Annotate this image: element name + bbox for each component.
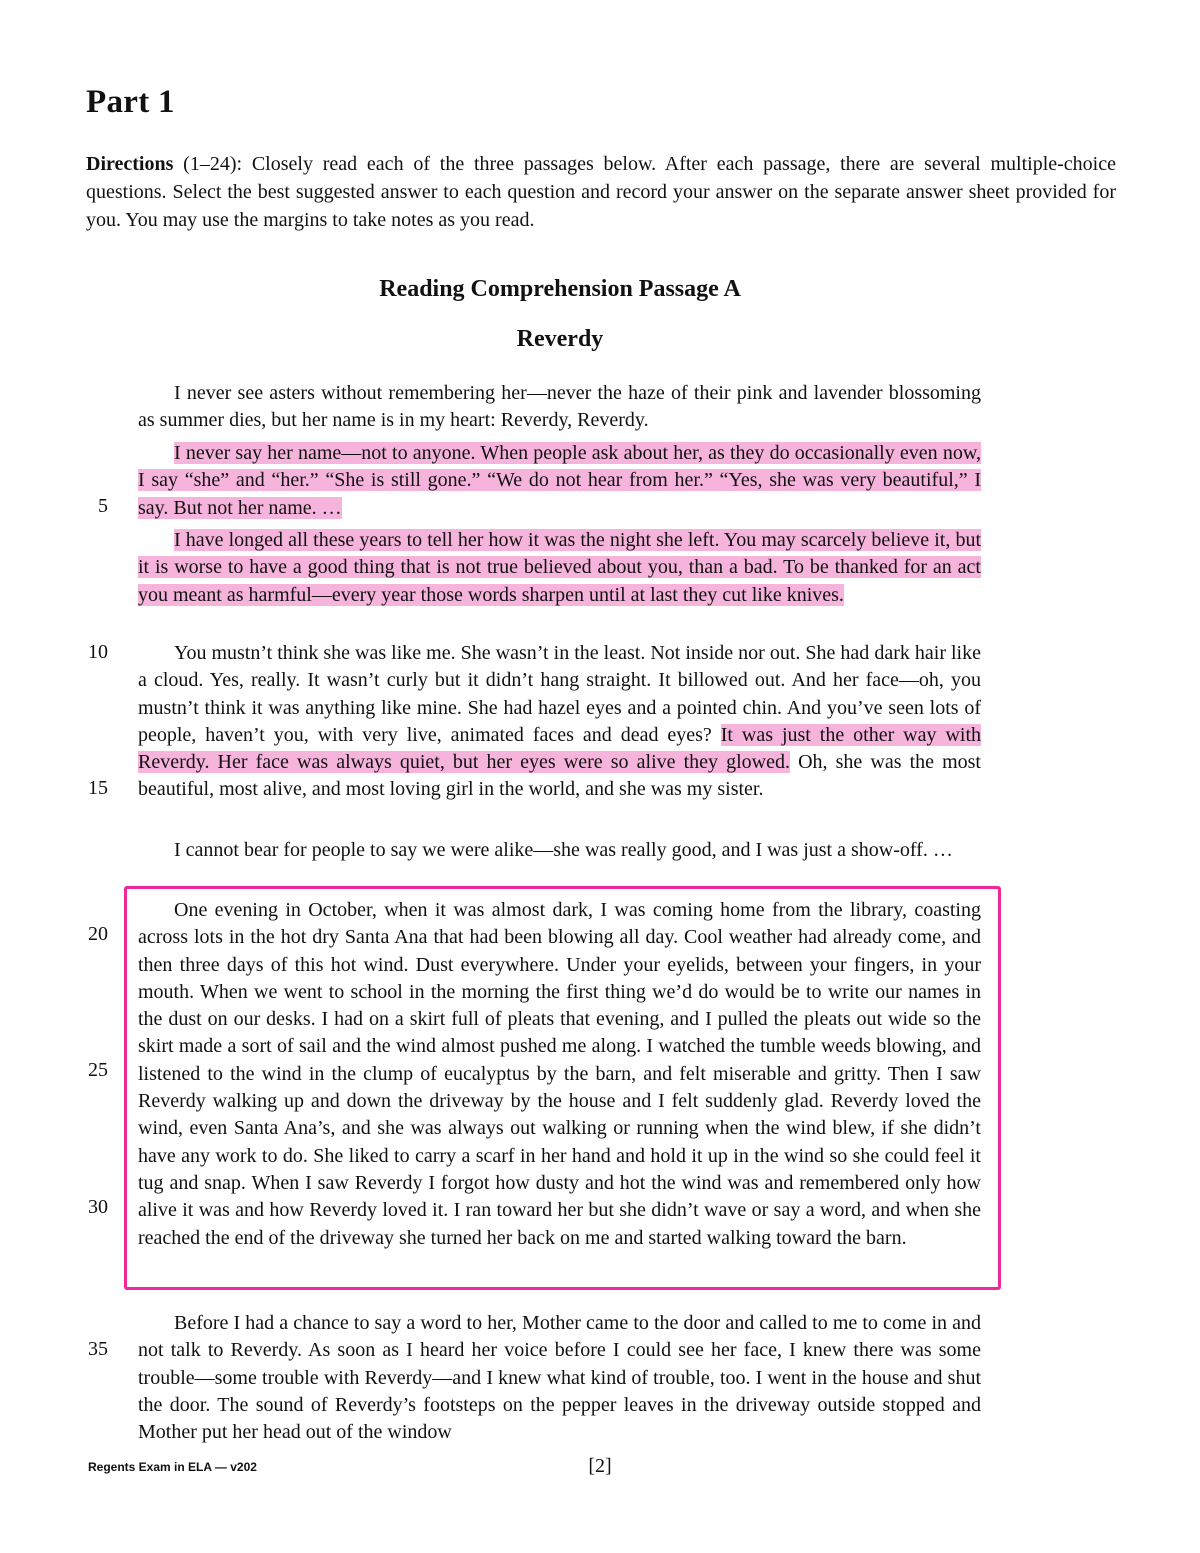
highlighted-text[interactable]: I never say her name—not to anyone. When people ask about her, as they do occasionally even now, I say “she” and “her.” “She is still gone.” “We do not hear from her.” “Yes, she was very beautiful,” I say. But not her name. … [138,442,981,519]
line-number: 30 [88,1196,108,1218]
line-number: 5 [98,495,108,517]
page-number: [2] [588,1455,612,1477]
footer-exam-label: Regents Exam in ELA — v202 [88,1460,257,1474]
line-number: 20 [88,923,108,945]
paragraph-3 [138,527,981,609]
directions-label: Directions [86,153,174,175]
part-title: Part 1 [86,84,175,120]
highlighted-text[interactable]: I have longed all these years to tell her how it was the night she left. You may scarcely believe it, but it is worse to have a good thing that is not true believed about you, than a bad. To be thanked for an act you meant as harmful—every year those words sharpen until at last they cut like knives. [138,529,981,606]
paragraph-1: I never see asters without remembering her—never the haze of their pink and lavender blossoming as summer dies, but her name is in my heart: Reverdy, Reverdy. [138,382,981,432]
story-title: Reverdy [516,326,604,352]
highlighted-text[interactable]: It was just the other way with Reverdy. Her face was always quiet, but her eyes were so alive they glowed. [138,723,981,774]
passage-heading: Reading Comprehension Passage A [379,276,741,302]
paragraph-2 [138,440,981,522]
paragraph-6: One evening in October, when it was almost dark, I was coming home from the library, coasting across lots in the hot dry Santa Ana that had been blowing all day. Cool weather had already come, and then three days of this hot wind. Dust everywhere. Under your eyelids, between your fingers, in your mouth. When we went to school in the morning the first thing we’d do would be to write our names in the dust on our desks. I had on a skirt full of pleats that evening, and I pulled the pleats out wide so the skirt made a sort of sail and the wind almost pushed me along. I watched the tumble weeds blowing, and listened to the wind in the clump of eucalyptus by the barn, and felt miserable and gritty. Then I saw Reverdy walking up and down the driveway by the house and I felt suddenly glad. Reverdy loved the wind, even Santa Ana’s, and she was always out walking or running when the wind blew, if she didn’t have any work to do. She liked to carry a scarf in her hand and hold it up in the wind so she could feel it tug and snap. When I saw Reverdy I forgot how dusty and hot the wind was and remembered only how alive it was and how Reverdy loved it. I ran toward her but she didn’t wave or say a word, and when she reached the end of the driveway she turned her back on me and started walking toward the barn. [138,899,981,1249]
paragraph-4-text-c: Oh, she was the most beautiful, most alive, and most loving girl in the world, and she was my sister. [138,751,981,801]
paragraph-5: I cannot bear for people to say we were alike—she was really good, and I was just a show-off. … [174,839,953,861]
line-number: 35 [88,1338,108,1360]
directions-text: (1–24): Closely read each of the three passages below. After each passage, there are several multiple-choice questions. Select the best suggested answer to each question and record your answer on the separate answer sheet provided for you. You may use the margins to take notes as you read. [86,153,1116,231]
paragraph-7: Before I had a chance to say a word to her, Mother came to the door and called to me to come in and not talk to Reverdy. As soon as I heard her voice before I could see her face, I knew there was some trouble—some trouble with Reverdy—and I knew what kind of trouble, too. I went in the house and shut the door. The sound of Reverdy’s footsteps on the pepper leaves in the driveway outside stopped and Mother put her head out of the window [138,1312,981,1444]
line-number: 10 [88,641,108,663]
paragraph-4 [138,640,981,804]
paragraph-4-text-a: You mustn’t think she was like me. She wasn’t in the least. Not inside nor out. She had dark hair like a cloud. Yes, really. It wasn’t curly but it didn’t hang straight. It billowed out. And her face—oh, you mustn’t think it was anything like mine. She had hazel eyes and a pointed chin. And you’ve seen lots of people, haven’t you, with very live, animated faces and dead eyes? [138,642,981,746]
directions [86,150,1116,234]
line-number: 15 [88,777,108,799]
line-number: 25 [88,1059,108,1081]
